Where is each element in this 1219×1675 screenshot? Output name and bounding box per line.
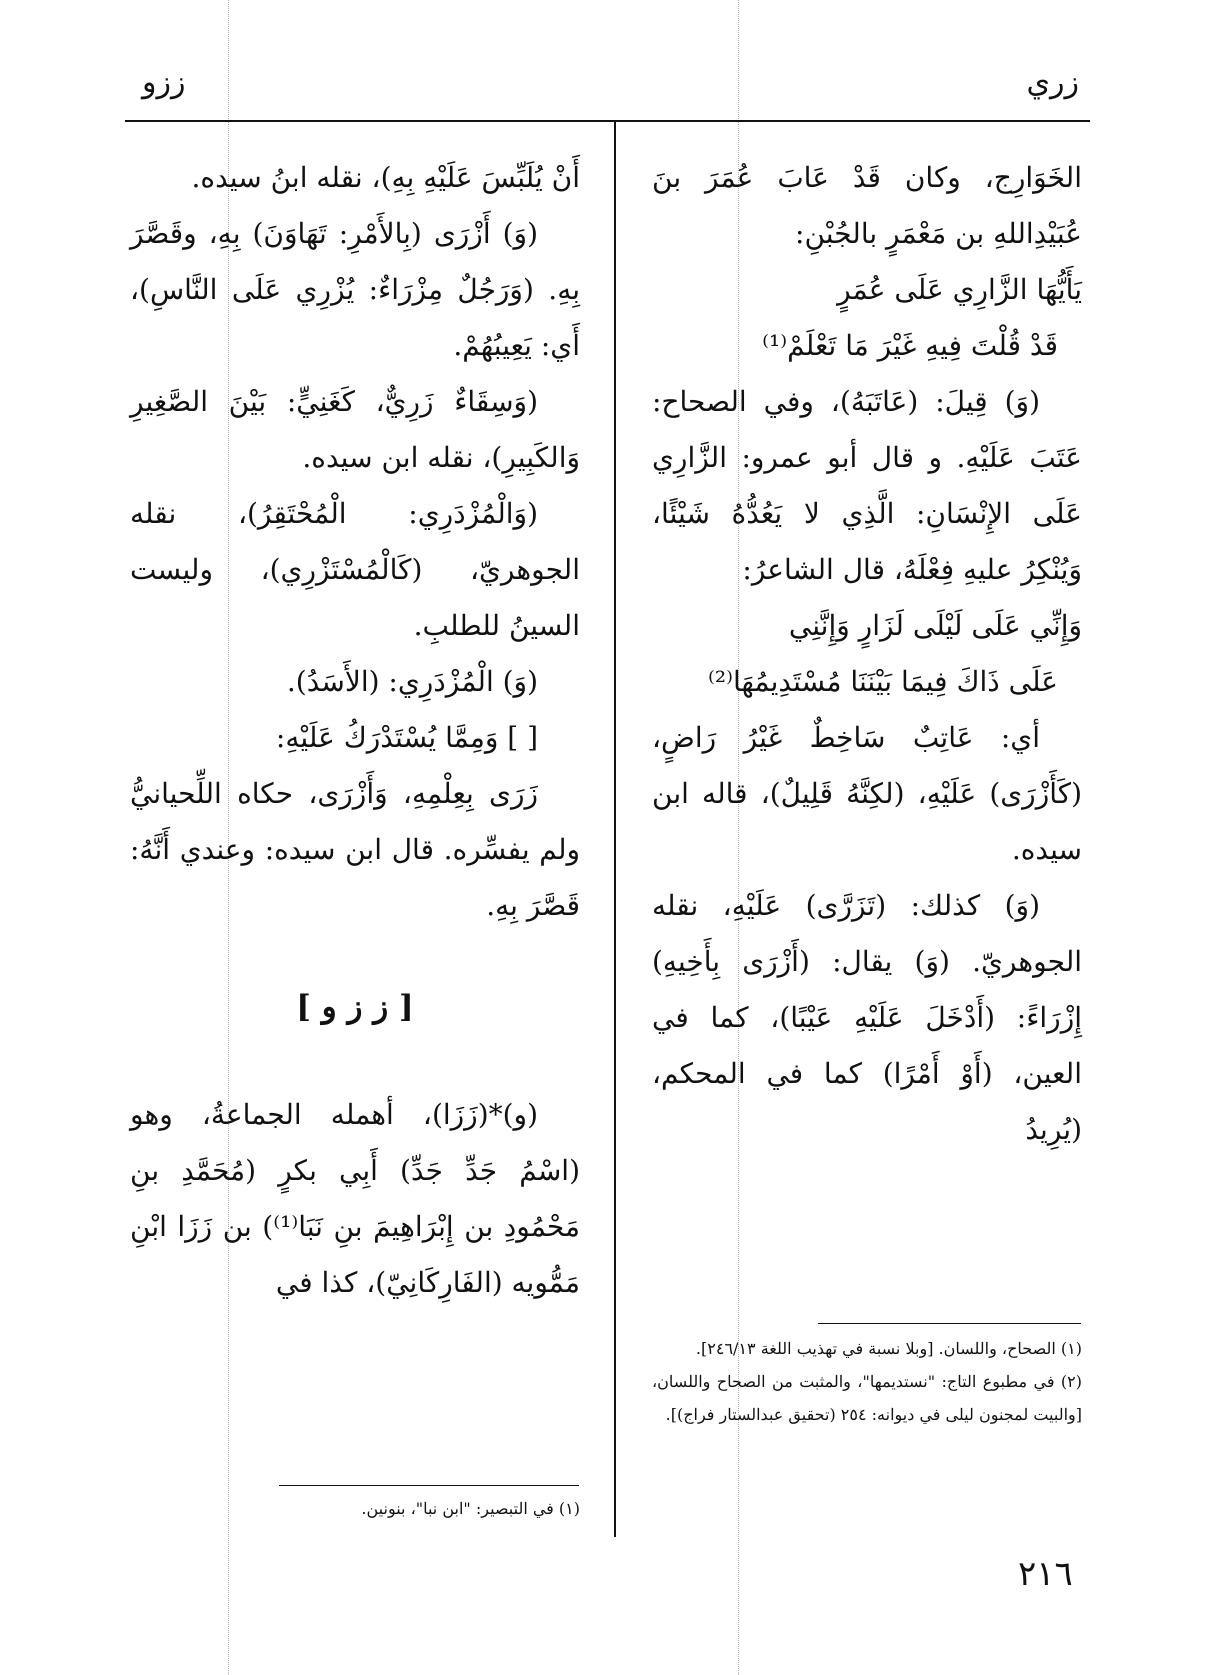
right-column bbox=[652, 150, 1082, 1158]
footnote-item: (٢) في مطبوع التاج: "نستديمها"، والمثبت من الصحاح واللسان، [والبيت لمجنون ليلى في ديوانه: ٢٥٤ (تحقيق عبدالستار فراج)]. bbox=[652, 1372, 1082, 1424]
left-paragraph-5: (وَ) الْمُزْدَرِي: (الأَسَدُ). bbox=[286, 665, 538, 698]
verse-line-2: قَدْ قُلْتَ فِيهِ غَيْرَ مَا تَعْلَمْ⁽¹⁾ bbox=[762, 329, 1058, 362]
footnote-item: (١) في التبصير: "ابن نبا"، بنونين. bbox=[361, 1499, 580, 1518]
column-divider bbox=[614, 120, 616, 1537]
verse-line-1: يَأَيُّهَا الزَّارِي عَلَى عُمَرٍ bbox=[837, 273, 1082, 306]
left-paragraph-4: (وَالْمُزْدَرِي: الْمُحْتَقِرُ)، نقله الجوهريّ، (كَالْمُسْتَزْرِي)، وليست السينُ للطلبِ. bbox=[130, 497, 580, 642]
right-paragraph-3: أي: عَاتِبٌ سَاخِطٌ غَيْرُ رَاضٍ، (كَأَزْرَى) عَلَيْهِ، (لكِنَّهُ قَلِيلٌ)، قاله ابن سيده. bbox=[652, 721, 1082, 866]
entry-heading: [ ز ز و ] bbox=[296, 989, 414, 1025]
left-paragraph-1: أَنْ يُلَبِّسَ عَلَيْهِ بِهِ)، نقله ابنُ سيده. bbox=[191, 161, 580, 194]
page-number: ٢١٦ bbox=[1018, 1554, 1073, 1594]
entry-paragraph: (و)*(زَزَا)، أهمله الجماعةُ، وهو (اسْمُ جَدِّ جَدِّ) أَبِي بكرٍ (مُحَمَّدِ بنِ مَحْمُودِ بن إِبْرَاهِيمَ بنِ نَبَا⁽¹⁾) بن زَزَا ابْنِ مَمُّويه (الفَارِكَانِيّ)، كذا في bbox=[130, 1098, 580, 1299]
verse-line-4: عَلَى ذَاكَ فِيمَا بَيْنَنَا مُسْتَدِيمُهَا⁽²⁾ bbox=[707, 665, 1058, 698]
left-paragraph-2: (وَ) أَزْرَى (بِالأَمْرِ: تَهَاوَنَ) بِهِ، وقَصَّرَ بِهِ. (وَرَجُلٌ مِزْرَاءٌ: يُزْرِي عَلَى النَّاسِ)، أَي: يَعِيبُهُمْ. bbox=[130, 217, 580, 362]
verse-line-3: وَإِنِّي عَلَى لَيْلَى لَزَارٍ وَإِنَّنِي bbox=[788, 609, 1082, 642]
header-rule bbox=[125, 120, 1090, 122]
footnote-item: (١) الصحاح، واللسان. [وبلا نسبة في تهذيب اللغة ٢٤٦/١٣]. bbox=[695, 1339, 1082, 1358]
left-paragraph-6: [ ] وَمِمَّا يُسْتَدْرَكُ عَلَيْهِ: bbox=[275, 721, 538, 754]
right-paragraph-4: (وَ) كذلك: (تَزَرَّى) عَلَيْهِ، نقله الجوهريّ. (وَ) يقال: (أَزْرَى بِأَخِيهِ) إِزْرَاءً: (أَدْخَلَ عَلَيْهِ عَيْبًا)، كما في العين، (أَوْ أَمْرًا) كما في المحكم، (يُرِيدُ bbox=[652, 889, 1082, 1146]
left-column bbox=[130, 150, 580, 1311]
left-footnote-separator bbox=[279, 1485, 579, 1486]
left-footnotes bbox=[130, 1492, 580, 1525]
running-head-right: زري bbox=[1026, 65, 1079, 100]
right-paragraph-2: (وَ) قِيلَ: (عَاتَبَهُ)، وفي الصحاح: عَتَبَ عَلَيْهِ. و قال أبو عمرو: الزَّارِي عَلَى الإِنْسَانِ: الَّذِي لا يَعُدُّهُ شَيْئًا، وَيُنْكِرُ عليهِ فِعْلَهُ، قال الشاعرُ: bbox=[652, 385, 1082, 586]
right-paragraph-1: الخَوَارِج، وكان قَدْ عَابَ عُمَرَ بنَ عُبَيْدِاللهِ بن مَعْمَرٍ بالجُبْنِ: bbox=[652, 161, 1082, 250]
left-paragraph-7: زَرَى بِعِلْمِهِ، وَأَزْرَى، حكاه اللِّحيانيُّ ولم يفسِّره. قال ابن سيده: وعندي أَنَّهُ: قَصَّرَ بِهِ. bbox=[130, 777, 580, 922]
running-head-left: ززو bbox=[142, 65, 186, 100]
right-footnote-separator bbox=[818, 1323, 1081, 1324]
left-paragraph-3: (وَسِقَاءٌ زَرِيٌّ، كَغَنِيٍّ: بَيْنَ الصَّغِيرِ وَالكَبِيرِ)، نقله ابن سيده. bbox=[130, 385, 580, 474]
right-footnotes bbox=[652, 1332, 1082, 1431]
